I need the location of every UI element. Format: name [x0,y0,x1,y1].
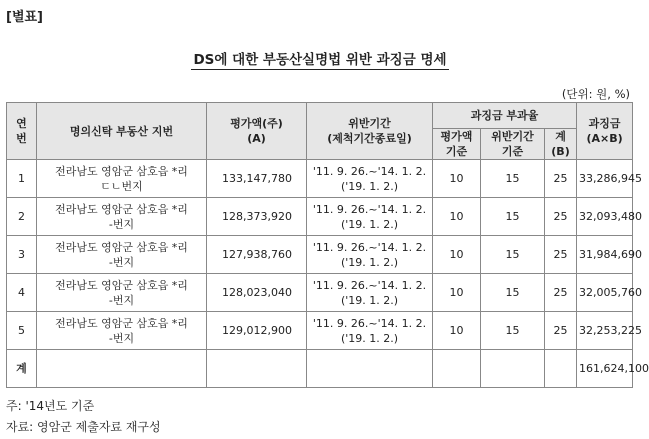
table-tag: [별표] [6,10,43,25]
header-period: 위반기간 (제척기간종료일) [307,103,433,160]
table-row [7,312,633,350]
penalty-table [6,102,649,388]
cell-rate-period: 15 [481,312,545,350]
cell-value: 128,023,040 [207,274,307,312]
cell-value: 133,147,780 [207,160,307,198]
cell-no: 2 [7,198,37,236]
cell-period: '11. 9. 26.~'14. 1. 2. ('19. 1. 2.) [307,236,433,274]
cell-penalty: 33,286,945 [577,160,633,198]
table-row [7,236,633,274]
table-row [7,198,633,236]
cell-rate-sum: 25 [545,198,577,236]
cell-no: 3 [7,236,37,274]
document-title [0,48,640,68]
header-address: 명의신탁 부동산 지번 [37,103,207,160]
table-row [7,274,633,312]
cell-period: '11. 9. 26.~'14. 1. 2. ('19. 1. 2.) [307,160,433,198]
cell-value: 127,938,760 [207,236,307,274]
header-rate-group: 과징금 부과율 [433,103,577,129]
header-value: 평가액(주) (A) [207,103,307,160]
cell-address: 전라남도 영암군 삼호읍 *리 ㄷㄴ번지 [37,160,207,198]
cell-penalty: 31,984,690 [577,236,633,274]
cell-rate-period: 15 [481,274,545,312]
cell-address: 전라남도 영암군 삼호읍 *리 -번지 [37,198,207,236]
header-rate-period: 위반기간 기준 [481,129,545,160]
cell-rate-sum: 25 [545,312,577,350]
cell-value: 129,012,900 [207,312,307,350]
cell-penalty: 32,093,480 [577,198,633,236]
document-title-text: DS에 대한 부동산실명법 위반 과징금 명세 [193,52,447,68]
cell-rate-sum: 25 [545,160,577,198]
cell-address: 전라남도 영암군 삼호읍 *리 -번지 [37,312,207,350]
cell-rate-value: 10 [433,274,481,312]
cell-period: '11. 9. 26.~'14. 1. 2. ('19. 1. 2.) [307,274,433,312]
cell-address: 전라남도 영암군 삼호읍 *리 -번지 [37,236,207,274]
cell-period: '11. 9. 26.~'14. 1. 2. ('19. 1. 2.) [307,312,433,350]
footnote: 주: '14년도 기준 [6,399,95,413]
header-rate-value: 평가액 기준 [433,129,481,160]
cell-period: '11. 9. 26.~'14. 1. 2. ('19. 1. 2.) [307,198,433,236]
header-rate-sum: 계 (B) [545,129,577,160]
cell-no: 1 [7,160,37,198]
cell-penalty: 32,005,760 [577,274,633,312]
cell-rate-value: 10 [433,236,481,274]
cell-address: 전라남도 영암군 삼호읍 *리 -번지 [37,274,207,312]
table-row [7,160,633,198]
cell-rate-period: 15 [481,160,545,198]
cell-rate-sum: 25 [545,236,577,274]
cell-rate-sum: 25 [545,274,577,312]
total-label: 계 [7,350,37,388]
total-row [7,350,633,388]
cell-rate-value: 10 [433,312,481,350]
header-penalty: 과징금 (A×B) [577,103,633,160]
cell-rate-value: 10 [433,198,481,236]
total-penalty: 161,624,100 [577,350,633,388]
cell-penalty: 32,253,225 [577,312,633,350]
cell-rate-value: 10 [433,160,481,198]
cell-no: 5 [7,312,37,350]
cell-no: 4 [7,274,37,312]
header-no: 연 번 [7,103,37,160]
cell-rate-period: 15 [481,198,545,236]
cell-rate-period: 15 [481,236,545,274]
unit-note: (단위: 원, %) [561,87,630,101]
cell-value: 128,373,920 [207,198,307,236]
source-note: 자료: 영암군 제출자료 재구성 [6,420,161,434]
